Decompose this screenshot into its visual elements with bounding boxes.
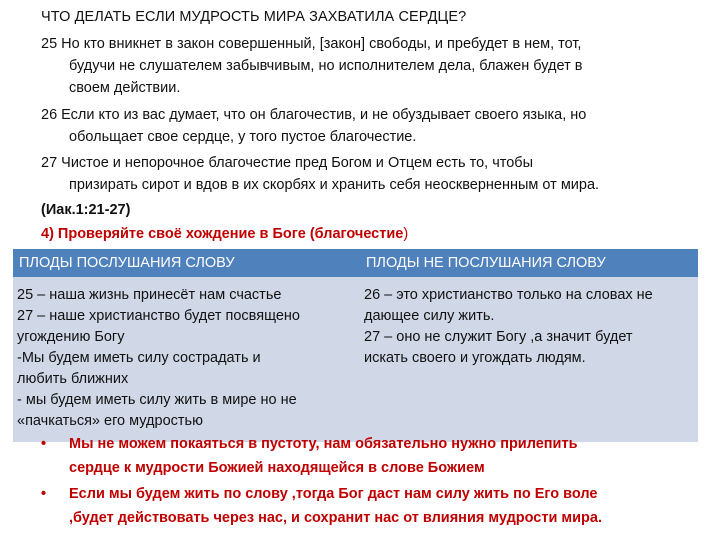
cell-line: дающее силу жить. (364, 308, 495, 324)
verse-line: 27 Чистое и непорочное благочестие пред Богом и Отцем есть то, чтобы (41, 155, 534, 171)
verse-line: 26 Если кто из вас думает, что он благочестив, и не обуздывает своего языка, но (41, 107, 587, 123)
verse-27 (41, 152, 681, 196)
cell-line: 25 – наша жизнь принесёт нам счастье (17, 287, 282, 303)
verse-line: обольщает свое сердце, у того пустое благочестие. (69, 129, 417, 145)
scripture-reference: (Иак.1:21-27) (41, 202, 131, 218)
bullet-dot-icon: • (41, 436, 47, 452)
page-heading: ЧТО ДЕЛАТЬ ЕСЛИ МУДРОСТЬ МИРА ЗАХВАТИЛА СЕРДЦЕ? (41, 9, 467, 25)
verse-line: призирать сирот и вдов в их скорбях и хранить себя неоскверненным от мира. (69, 177, 600, 193)
bullet-line: Мы не можем покаяться в пустоту, нам обязательно нужно прилепить (69, 436, 578, 452)
verse-26 (41, 104, 681, 148)
table-cell-disobedience (360, 277, 698, 442)
table-header-obedience: ПЛОДЫ ПОСЛУШАНИЯ СЛОВУ (13, 249, 360, 277)
cell-line: любить ближних (17, 371, 129, 387)
bullet-dot-icon: • (41, 486, 47, 502)
section-title-text: 4) Проверяйте своё хождение в Боге (благочестие (41, 226, 404, 242)
verse-line: будучи не слушателем забывчивым, но исполнителем дела, блажен будет в (69, 58, 583, 74)
section-title-paren: ) (403, 226, 409, 242)
section-title (41, 226, 408, 242)
verse-25 (41, 33, 681, 99)
cell-line: искать своего и угождать людям. (364, 350, 586, 366)
table-header-disobedience: ПЛОДЫ НЕ ПОСЛУШАНИЯ СЛОВУ (360, 249, 698, 277)
verse-line: 25 Но кто вникнет в закон совершенный, [закон] свободы, и пребудет в нем, тот, (41, 36, 582, 52)
cell-line: - мы будем иметь силу жить в мире но не (17, 392, 297, 408)
cell-line: -Мы будем иметь силу сострадать и (17, 350, 261, 366)
verse-line: своем действии. (69, 80, 181, 96)
fruits-table (13, 249, 698, 442)
bullet-line: сердце к мудрости Божией находящейся в слове Божием (69, 460, 485, 476)
cell-line: 27 – оно не служит Богу ,а значит будет (364, 329, 633, 345)
cell-line: «пачкаться» его мудростью (17, 413, 203, 429)
bullet-line: Если мы будем жить по слову ,тогда Бог даст нам силу жить по Его воле (69, 486, 598, 502)
table-row (13, 277, 698, 442)
bullet-item (41, 432, 701, 480)
table-cell-obedience (13, 277, 360, 442)
table-header-row (13, 249, 698, 277)
bullet-list (41, 432, 701, 530)
cell-line: 27 – наше христианство будет посвящено (17, 308, 300, 324)
cell-line: угождению Богу (17, 329, 125, 345)
bullet-item (41, 482, 701, 530)
bullet-line: ,будет действовать через нас, и сохранит нас от влияния мудрости мира. (69, 510, 603, 526)
cell-line: 26 – это христианство только на словах не (364, 287, 653, 303)
